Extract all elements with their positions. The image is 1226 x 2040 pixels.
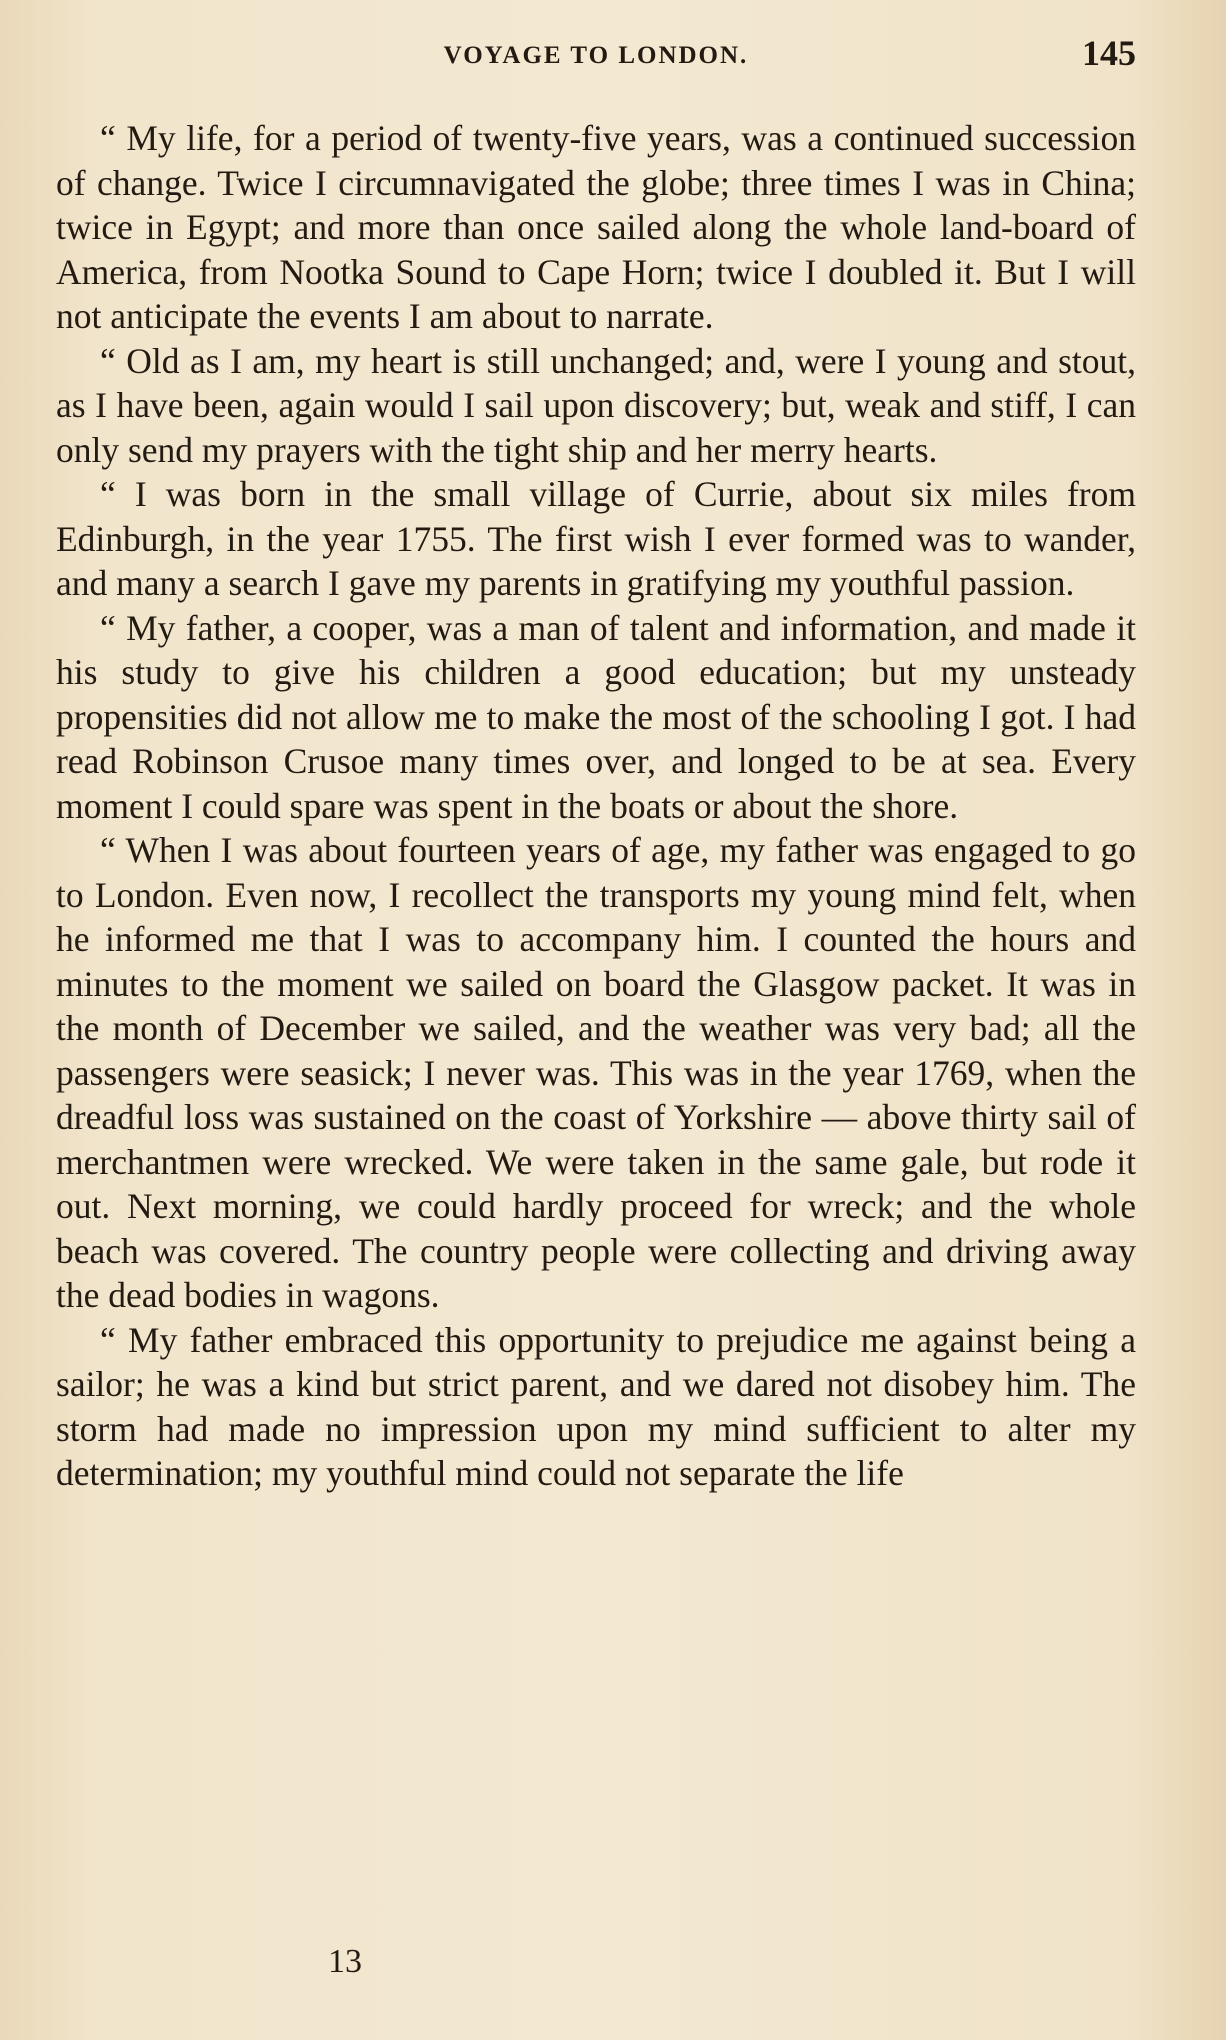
paragraph-5: “ When I was about fourteen years of age, my father was engaged to go to London. Even now, I recollect the transports my young mind felt, when he informed me that I was to accompany him. I counted the hours and minutes to the moment we sailed on board the Glasgow packet. It was in the month of December we sailed, and the weather was very bad; all the passengers were seasick; I never was. This was in the year 1769, when the dreadful loss was sustained on the coast of Yorkshire — above thirty sail of merchantmen were wrecked. We were taken in the same gale, but rode it out. Next morning, we could hardly proceed for wreck; and the whole beach was covered. The country people were collecting and driving away the dead bodies in wagons.	[56, 830, 1136, 1315]
paragraph-1: “ My life, for a period of twenty-five years, was a continued succession of change. Twice I circumnavigated the globe; three times I was in China; twice in Egypt; and more than once sailed along the whole land-board of America, from Nootka Sound to Cape Horn; twice I doubled it. But I will not anticipate the events I am about to narrate.	[56, 118, 1136, 336]
paragraph-2: “ Old as I am, my heart is still unchanged; and, were I young and stout, as I have been, again would I sail upon discovery; but, weak and stiff, I can only send my prayers with the tight ship and her merry hearts.	[56, 340, 1136, 470]
paragraph-3: “ I was born in the small village of Currie, about six miles from Edinburgh, in the year 1755. The first wish I ever formed was to wander, and many a search I gave my parents in gratifying my youthful passion.	[56, 474, 1136, 603]
running-title: VOYAGE TO LONDON.	[443, 42, 749, 69]
paragraph-4: “ My father, a cooper, was a man of talent and information, and made it his study to give his children a good education; but my unsteady propensities did not allow me to make the most of the schooling I got. I had read Robinson Crusoe many times over, and longed to be at sea. Every moment I could spare was spent in the boats or about the shore.	[56, 607, 1136, 826]
page-number: 145	[1082, 33, 1136, 73]
body-text	[56, 116, 1136, 1496]
paragraph-6: “ My father embraced this opportunity to prejudice me against being a sailor; he was a kind but strict parent, and we dared not disobey him. The storm had made no impression upon my mind sufficient to alter my determination; my youthful mind could not separate the life	[56, 1319, 1136, 1493]
signature-mark: 13	[328, 1943, 362, 1980]
running-head	[56, 32, 1136, 76]
